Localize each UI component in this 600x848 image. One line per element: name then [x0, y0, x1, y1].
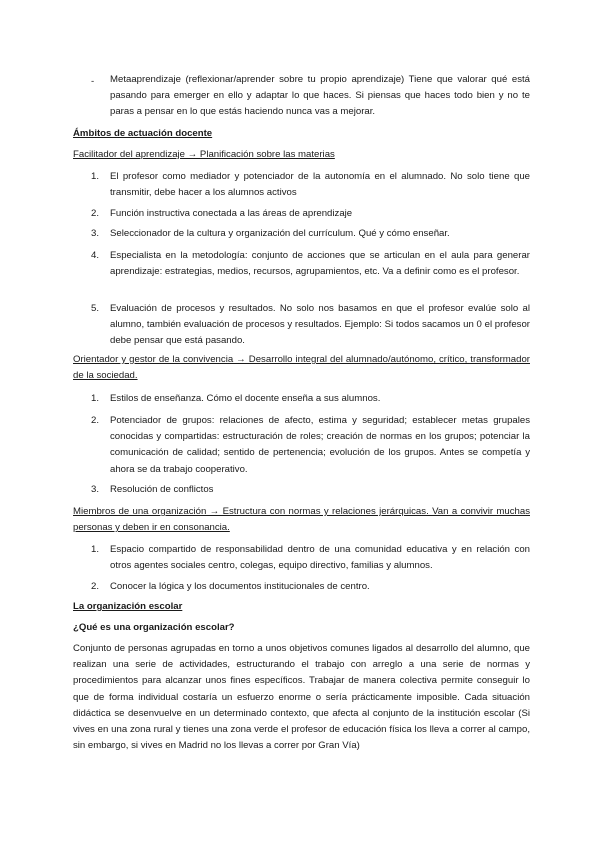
facilitador-item-1: El profesor como mediador y potenciador de la autonomía en el alumnado. No solo tiene que transmitir, debe hacer a los alumnos activos — [110, 171, 530, 199]
subheading-miembros: Miembros de una organización → Estructura con normas y relaciones jerárquicas. Van a convivir muchas personas y deben ir en consonancia. — [73, 506, 530, 534]
section-title-ambitos: Ámbitos de actuación docente — [73, 128, 213, 139]
facilitador-item-4-number: 4. — [91, 250, 100, 261]
orientador-item-2-number: 2. — [91, 415, 100, 426]
orientador-item-3: Resolución de conflictos — [110, 484, 214, 495]
miembros-item-1: Espacio compartido de responsabilidad dentro de una comunidad educativa y en relación con otros agentes sociales centro, colegas, equipo directivo, familias y alumnos. — [110, 544, 530, 572]
section-title-organizacion: La organización escolar — [73, 601, 183, 612]
miembros-item-2-number: 2. — [91, 581, 100, 592]
question-heading: ¿Qué es una organización escolar? — [73, 622, 235, 633]
facilitador-item-5: Evaluación de procesos y resultados. No solo nos basamos en que el profesor evalúe solo al alumno, también evaluación de procesos y resultados. Ejemplo: Si todos sacamos un 0 el profesor debe pensar que está pasando. — [110, 303, 530, 347]
intro-text: Metaaprendizaje (reflexionar/aprender sobre tu propio aprendizaje) Tiene que valorar qué está pasando para emerger en ello y adaptar lo que haces. Si piensas que haces todo bien y no te paras a pensar en lo que estás haciendo nunca vas a mejorar. — [110, 74, 530, 118]
facilitador-item-2-number: 2. — [91, 208, 100, 219]
facilitador-item-3-number: 3. — [91, 228, 100, 239]
subheading-facilitador: Facilitador del aprendizaje → Planificación sobre las materias — [73, 149, 335, 160]
intro-bullet: - — [91, 76, 95, 87]
facilitador-item-5-number: 5. — [91, 303, 100, 314]
orientador-item-1-number: 1. — [91, 393, 100, 404]
facilitador-item-2: Función instructiva conectada a las áreas de aprendizaje — [110, 208, 353, 219]
facilitador-item-4: Especialista en la metodología: conjunto de acciones que se articulan en el aula para generar aprendizaje: estrategias, medios, recursos, agrupamientos, etc. Va a definir como es el profesor. — [110, 250, 530, 278]
definition-paragraph: Conjunto de personas agrupadas en torno a unos objetivos comunes ligados al desarrollo del alumno, que realizan una serie de actividades, estructurando el trabajo con arreglo a una serie de normas y procedimientos para alcanzar unos fines específicos. Trabajar de manera colectiva permite conseguir lo que de forma individual costaría un esfuerzo enorme o sería prácticamente imposible. Cada situación didáctica se desenvuelve en un determinado contexto, que afecta al conjunto de la institución escolar (Si vives en una zona rural y tienes una zona verde el profesor de educación física los lleva a correr al campo, sin embargo, si vives en Madrid no los llevas a correr por Gran Vía) — [73, 643, 530, 752]
miembros-item-1-number: 1. — [91, 544, 100, 555]
miembros-item-2: Conocer la lógica y los documentos institucionales de centro. — [110, 581, 370, 592]
subheading-orientador: Orientador y gestor de la convivencia → Desarrollo integral del alumnado/autónomo, crítico, transformador de la sociedad. — [73, 354, 530, 382]
orientador-item-3-number: 3. — [91, 484, 100, 495]
orientador-item-2: Potenciador de grupos: relaciones de afecto, estima y seguridad; establecer metas grupales conocidas y compartidas: estructuración de roles; creación de normas en los grupos; potenciar la comunicación de calidad; sentido de pertenencia; evolución de los grupos. Antes se competía y ahora se da trabajo cooperativo. — [110, 415, 530, 475]
facilitador-item-1-number: 1. — [91, 171, 100, 182]
facilitador-item-3: Seleccionador de la cultura y organización del currículum. Qué y cómo enseñar. — [110, 228, 450, 239]
orientador-item-1: Estilos de enseñanza. Cómo el docente enseña a sus alumnos. — [110, 393, 381, 404]
